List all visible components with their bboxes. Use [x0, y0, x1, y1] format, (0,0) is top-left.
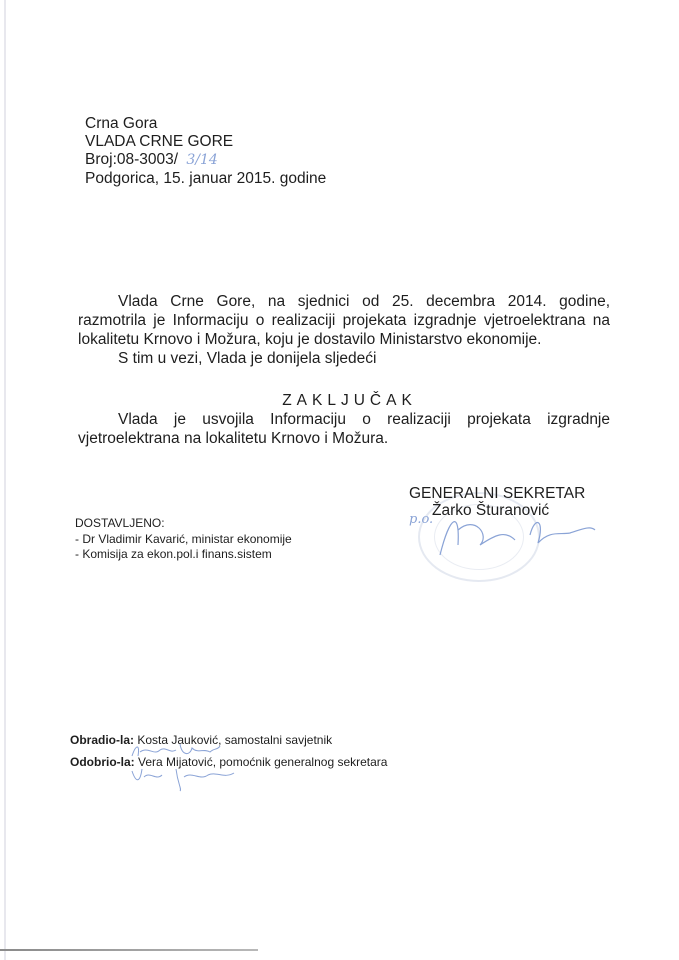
prepared-by-value: Kosta Jauković, samostalni savjetnik — [137, 733, 333, 747]
handwritten-prefix: p.o. — [409, 512, 434, 527]
government-name: VLADA CRNE GORE — [85, 133, 234, 150]
conclusion-line-1: Vlada je usvojila Informaciju o realizaciji projekata izgradnje — [118, 411, 610, 428]
handwritten-number: 3/14 — [186, 152, 218, 168]
recipient-1: - Dr Vladimir Kavarić, ministar ekonomije — [75, 532, 292, 546]
recipient-2: - Komisija za ekon.pol.i finans.sistem — [75, 547, 272, 561]
signatory-name: Žarko Šturanović — [432, 502, 550, 519]
scan-edge-line — [4, 0, 6, 960]
approved-by-label: Odobrio-la: — [70, 755, 135, 769]
conclusion-line-2: vjetroelektrana na lokalitetu Krnovo i Možura. — [78, 430, 389, 447]
reference-number — [85, 151, 218, 169]
paragraph-1-line-3: lokalitetu Krnovo i Možura, koju je dostavilo Ministarstvo ekonomije. — [78, 331, 542, 348]
approved-by-value: Vera Mijatović, pomoćnik generalnog sekretara — [138, 755, 388, 769]
paragraph-1-line-1: Vlada Crne Gore, na sjednici od 25. decembra 2014. godine, — [118, 293, 610, 310]
scan-bottom-edge — [0, 949, 258, 951]
distribution-label: DOSTAVLJENO: — [75, 516, 165, 530]
paragraph-2: S tim u vezi, Vlada je donijela sljedeći — [118, 350, 377, 367]
signature-secretary — [420, 505, 600, 565]
prepared-by-label: Obradio-la: — [70, 733, 135, 747]
signatory-title: GENERALNI SEKRETAR — [409, 485, 586, 502]
signature-approved — [130, 765, 240, 791]
conclusion-heading: ZAKLJUČAK — [282, 392, 417, 409]
reference-number-label: Broj:08-3003/ — [85, 151, 179, 168]
country-name: Crna Gora — [85, 115, 158, 132]
paragraph-1-line-2: razmotrila je Informaciju o realizaciji projekata izgradnje vjetroelektrana na — [78, 312, 610, 329]
place-date: Podgorica, 15. januar 2015. godine — [85, 170, 327, 187]
